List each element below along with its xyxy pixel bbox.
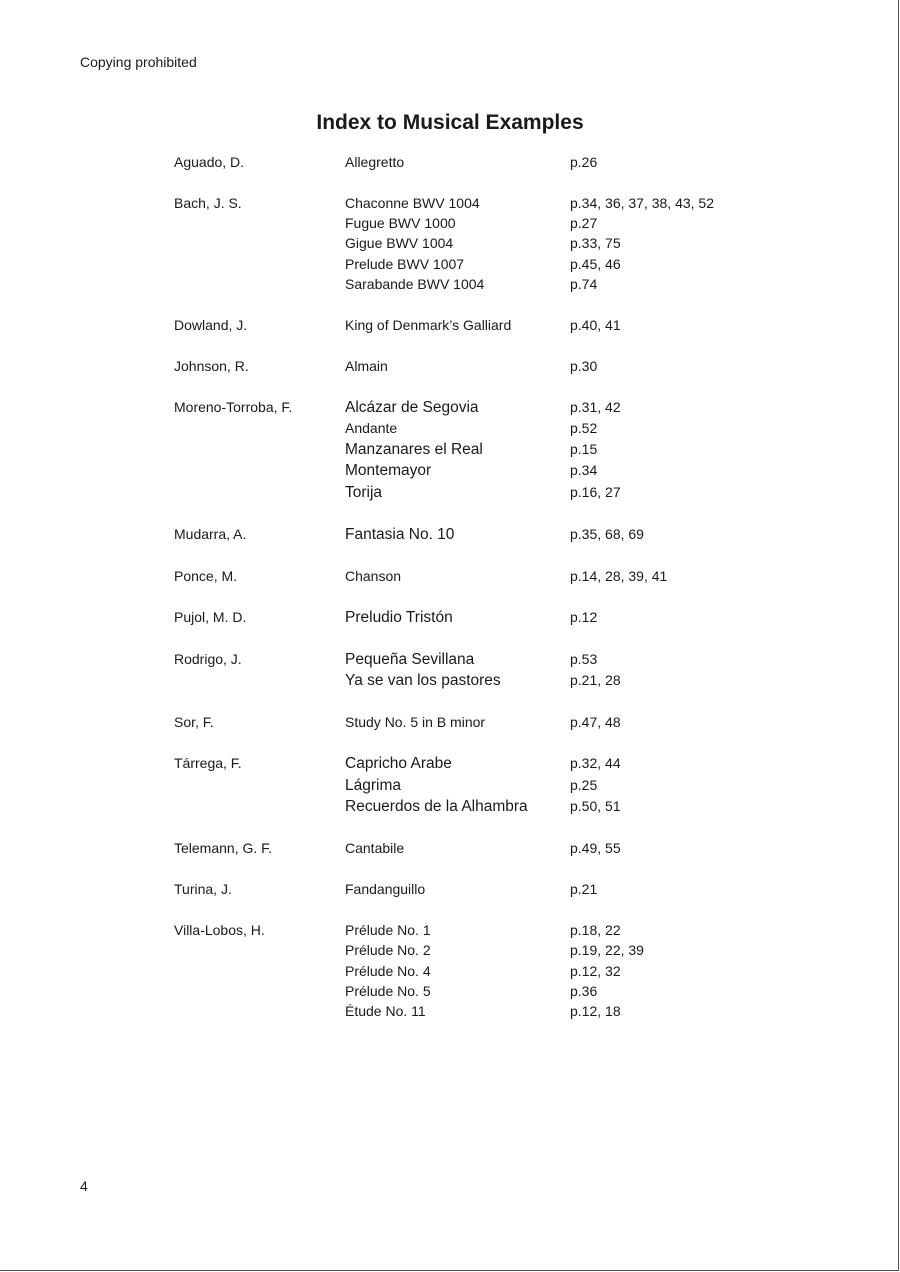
composer-entry — [174, 315, 774, 335]
page-references: p.36 — [570, 982, 598, 999]
page-references: p.25 — [570, 776, 598, 793]
page-references: p.35, 68, 69 — [570, 525, 644, 542]
page-references: p.52 — [570, 420, 598, 437]
work-title: Recuerdos de la Alhambra — [345, 798, 528, 816]
work-row — [174, 920, 774, 940]
composer-entry — [174, 607, 774, 629]
work-title: Montemayor — [345, 462, 432, 480]
page-references: p.21, 28 — [570, 672, 621, 689]
work-title: Andante — [345, 420, 398, 437]
work-title: Preludio Tristón — [345, 608, 453, 626]
page-references: p.21 — [570, 881, 598, 898]
work-title: Almain — [345, 357, 388, 374]
page-references: p.18, 22 — [570, 922, 621, 939]
composer-name: Aguado, D. — [174, 154, 245, 170]
page-references: p.26 — [570, 154, 598, 170]
page-references: p.34 — [570, 462, 598, 479]
work-row — [174, 670, 774, 692]
work-title: Étude No. 11 — [345, 1003, 426, 1020]
work-title: Prélude No. 2 — [345, 942, 431, 959]
page-references: p.14, 28, 39, 41 — [570, 567, 668, 584]
work-row — [174, 981, 774, 1001]
work-title: Gigue BWV 1004 — [345, 235, 454, 252]
page-references: p.31, 42 — [570, 398, 621, 415]
composer-name: Moreno-Torroba, F. — [174, 398, 293, 415]
composer-name: Telemann, G. F. — [174, 840, 273, 857]
composer-name: Tárrega, F. — [174, 755, 242, 772]
work-row — [174, 1001, 774, 1021]
work-title: Prélude No. 5 — [345, 982, 431, 999]
page-references: p.19, 22, 39 — [570, 942, 644, 959]
page-number: 4 — [80, 1178, 88, 1194]
work-row — [174, 274, 774, 294]
composer-entry — [174, 152, 774, 172]
work-row — [174, 879, 774, 899]
composer-name: Johnson, R. — [174, 357, 249, 374]
composer-entry — [174, 838, 774, 858]
composer-entry — [174, 566, 774, 586]
page-title: Index to Musical Examples — [316, 111, 584, 134]
work-row — [174, 254, 774, 274]
work-title: Fantasia No. 10 — [345, 525, 455, 543]
work-row — [174, 152, 774, 172]
work-title: Alcázar de Segovia — [345, 398, 479, 416]
composer-entry — [174, 920, 774, 1021]
work-row — [174, 753, 774, 775]
work-row — [174, 213, 774, 233]
work-row — [174, 233, 774, 253]
work-title: Fandanguillo — [345, 881, 426, 898]
page-references: p.27 — [570, 215, 598, 232]
composer-name: Sor, F. — [174, 714, 214, 731]
work-title: Chanson — [345, 567, 402, 584]
work-title: Prélude No. 4 — [345, 962, 431, 979]
page-references: p.12, 32 — [570, 962, 621, 979]
page-references: p.53 — [570, 650, 598, 667]
work-row — [174, 315, 774, 335]
work-row — [174, 524, 774, 546]
composer-name: Turina, J. — [174, 881, 232, 898]
composer-entry — [174, 879, 774, 899]
work-row — [174, 961, 774, 981]
work-title: Torija — [345, 483, 383, 501]
work-title: Cantabile — [345, 840, 405, 857]
work-title: Prélude No. 1 — [345, 922, 431, 939]
musical-examples-index — [174, 152, 774, 1042]
work-row — [174, 418, 774, 438]
page-references: p.49, 55 — [570, 840, 621, 857]
copying-notice: Copying prohibited — [80, 54, 197, 70]
composer-entry — [174, 524, 774, 546]
work-row — [174, 649, 774, 671]
composer-name: Dowland, J. — [174, 316, 248, 333]
work-title: Pequeña Sevillana — [345, 650, 475, 668]
work-row — [174, 397, 774, 419]
work-row — [174, 838, 774, 858]
composer-name: Mudarra, A. — [174, 525, 247, 542]
work-title: King of Denmark’s Galliard — [345, 316, 512, 333]
page-references: p.50, 51 — [570, 798, 621, 815]
composer-entry — [174, 712, 774, 732]
composer-entry — [174, 193, 774, 294]
work-row — [174, 566, 774, 586]
page-references: p.33, 75 — [570, 235, 621, 252]
composer-name: Pujol, M. D. — [174, 608, 247, 625]
work-row — [174, 460, 774, 482]
page-references: p.30 — [570, 357, 598, 374]
work-row — [174, 712, 774, 732]
work-title: Manzanares el Real — [345, 440, 483, 458]
composer-entry — [174, 356, 774, 376]
page-references: p.15 — [570, 440, 598, 457]
composer-name: Rodrigo, J. — [174, 650, 242, 667]
composer-entry — [174, 753, 774, 818]
page-references: p.34, 36, 37, 38, 43, 52 — [570, 194, 715, 211]
composer-name: Villa-Lobos, H. — [174, 922, 265, 939]
work-title: Prelude BWV 1007 — [345, 255, 465, 272]
work-title: Ya se van los pastores — [345, 672, 501, 690]
work-row — [174, 193, 774, 213]
work-title: Capricho Arabe — [345, 755, 452, 773]
work-row — [174, 439, 774, 461]
work-title: Chaconne BWV 1004 — [345, 194, 480, 211]
page-references: p.16, 27 — [570, 483, 621, 500]
page-references: p.45, 46 — [570, 255, 621, 272]
work-title: Study No. 5 in B minor — [345, 714, 486, 731]
work-title: Lágrima — [345, 776, 401, 794]
work-row — [174, 775, 774, 797]
work-title: Allegretto — [345, 154, 405, 170]
page-references: p.74 — [570, 276, 598, 293]
composer-name: Bach, J. S. — [174, 194, 242, 211]
work-row — [174, 607, 774, 629]
composer-name: Ponce, M. — [174, 567, 238, 584]
composer-entry — [174, 397, 774, 503]
work-row — [174, 940, 774, 960]
page-references: p.12 — [570, 608, 598, 625]
work-row — [174, 482, 774, 504]
composer-entry — [174, 649, 774, 692]
page-references: p.47, 48 — [570, 714, 621, 731]
work-title: Sarabande BWV 1004 — [345, 276, 485, 293]
page-references: p.32, 44 — [570, 755, 621, 772]
page-references: p.12, 18 — [570, 1003, 621, 1020]
work-row — [174, 356, 774, 376]
work-title: Fugue BWV 1000 — [345, 215, 456, 232]
page-references: p.40, 41 — [570, 316, 621, 333]
work-row — [174, 796, 774, 818]
